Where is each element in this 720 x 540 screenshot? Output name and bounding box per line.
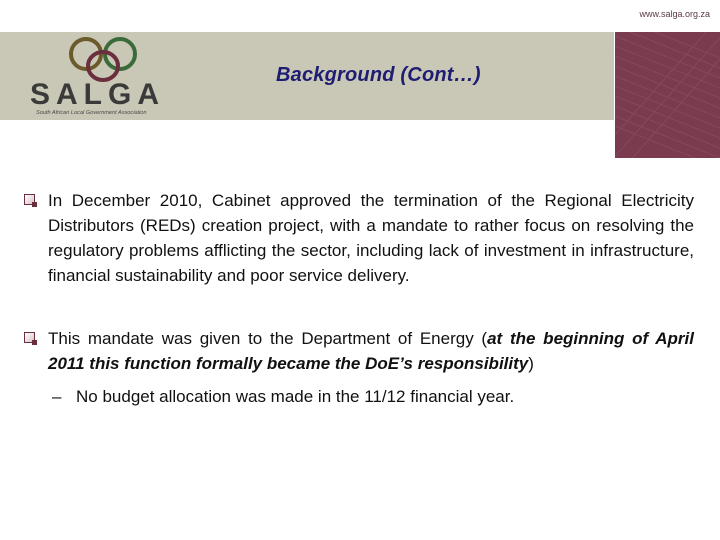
- decorative-maroon-block: [615, 32, 720, 158]
- slide-content: [24, 188, 694, 409]
- logo-wordmark: SALGA: [30, 78, 165, 111]
- site-url[interactable]: www.salga.org.za: [639, 9, 710, 19]
- bullet-text-end: ): [528, 354, 534, 373]
- bullet-text-emphasis: at the beginning of April 2011 this function formally became the DoE’s responsibility: [48, 329, 694, 373]
- salga-logo: [24, 34, 194, 118]
- checkbox-bullet-icon: [24, 194, 35, 205]
- bullet-text: In December 2010, Cabinet approved the termination of the Regional Electricity Distributors (REDs) creation project, with a mandate to rather focus on resolving the regulatory problems afflicting the sector, including lack of investment in infrastructure, financial sustainability and poor service delivery.: [48, 191, 694, 285]
- salga-logo-graphic: [24, 34, 194, 118]
- sub-bullet-text: No budget allocation was made in the 11/12 financial year.: [76, 387, 515, 406]
- top-bar: [0, 0, 720, 32]
- sub-bullet-item: [24, 384, 694, 409]
- bullet-item: [24, 188, 694, 288]
- bullet-item: [24, 326, 694, 376]
- bullet-text-start: This mandate was given to the Department of Energy (: [48, 329, 488, 348]
- dash-bullet: –: [52, 387, 62, 406]
- checkbox-bullet-icon: [24, 332, 35, 343]
- logo-tagline: South African Local Government Association: [36, 110, 147, 116]
- slide-title: Background (Cont…): [276, 64, 481, 86]
- decorative-lines-pattern: [615, 32, 720, 158]
